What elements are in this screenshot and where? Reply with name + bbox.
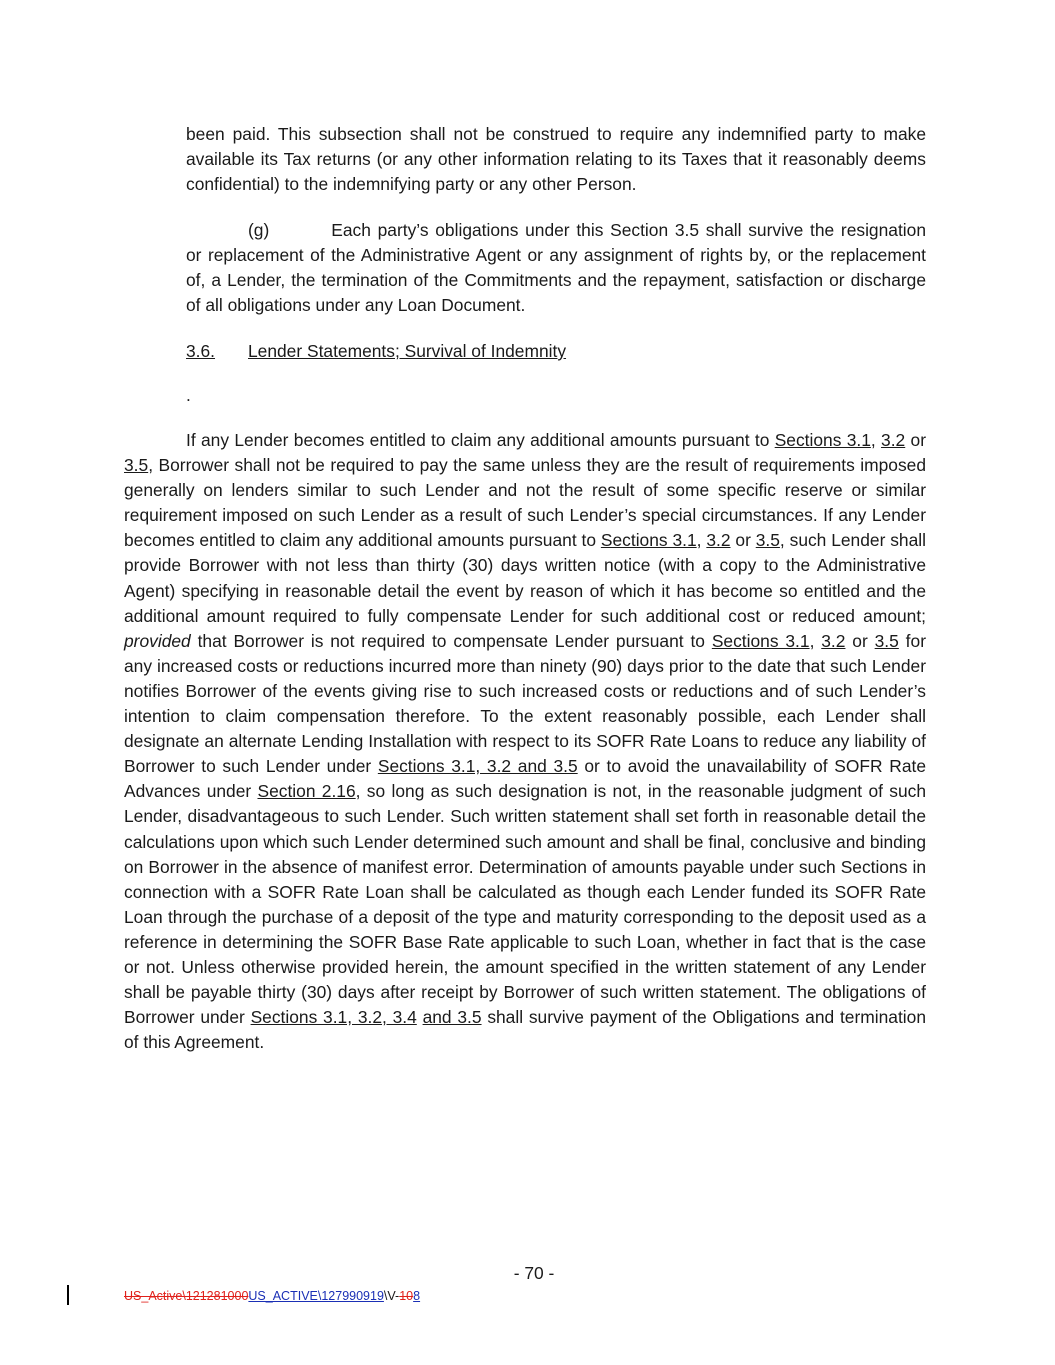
version-prefix: \V- [383, 1289, 400, 1303]
deleted-document-id: US_Active\121281000 [124, 1289, 249, 1303]
section-reference: Sections 3.1 [600, 530, 697, 551]
provided-term: provided [124, 630, 191, 651]
text-run: or to avoid the unavailability of SOFR Rate Advances under [124, 756, 926, 802]
text-run: or [905, 430, 926, 450]
page-number: - 70 - [513, 1263, 555, 1283]
deleted-version: 10 [399, 1289, 414, 1303]
section-reference: Sections 3.1 [711, 630, 810, 651]
text-run: , so long as such designation is not, in the reasonable judgment of such Lender, disadvantageous to such Lender. Such written statement shall set forth in reasonable detail the calculations upon which such Lender determined such amount and shall be final, conclusive and binding on Borrower in the absence of manifest error. Determination of amounts payable under such Sections in connection with a SOFR Rate Loan shall be calculated as though each Lender funded its SOFR Rate Loan through the purchase of a deposit of the type and maturity corresponding to the deposit used as a reference in determining the SOFR Base Rate applicable to such Loan, whether in fact that is the case or not. Unless otherwise provided herein, the amount specified in the written statement of any Lender shall be payable thirty (30) days after receipt by Borrower of such written statement. The obligations of Borrower under [124, 781, 926, 1028]
text-run: , [809, 630, 822, 651]
section-reference: 3.2 [706, 530, 731, 551]
paragraph-continuation: been paid. This subsection shall not be construed to require any indemnified party to make available its Tax returns (or any other information relating to its Taxes that it reasonably deems confidential) to the indemnifying party or any other Person. [186, 124, 926, 195]
text-run: , Borrower shall not be required to pay the same unless they are the result of requirements imposed generally on lenders similar to such Lender and not the result of some specific reserve or similar requirement imposed on such Lender as a result of such Lender’s special circumstances. If any Lender becomes entitled to claim any additional amounts pursuant to [124, 455, 926, 551]
section-reference: 3.5 [874, 630, 899, 651]
text-run: , [870, 430, 882, 450]
text-run: or [730, 530, 756, 551]
text-run: shall survive payment of the Obligations and termination of this Agreement. [124, 1007, 926, 1053]
section-reference: and 3.5 [422, 1007, 482, 1028]
section-reference: 3.5 [755, 530, 780, 551]
section-reference: Sections 3.1 [774, 430, 871, 450]
section-reference: 3.2 [821, 630, 846, 651]
revision-change-bar [67, 1285, 69, 1305]
section-reference: 3.2 [881, 430, 906, 450]
section-title: Lender Statements; Survival of Indemnity [248, 341, 567, 361]
document-id-footer [124, 1288, 420, 1304]
section-reference: Section 2.16 [257, 781, 356, 802]
section-reference: Sections 3.1, 3.2, 3.4 [250, 1007, 417, 1028]
inserted-version: 8 [413, 1289, 421, 1303]
paragraph-lender-statements [124, 428, 926, 1055]
text-run: that Borrower is not required to compensate Lender pursuant to [190, 630, 712, 651]
text-run: for any increased costs or reductions incurred more than ninety (90) days prior to the date that such Lender notifies Borrower of the events giving rise to such increased costs or reductions and of such Lender’s intention to claim compensation therefore. To the extent reasonably possible, each Lender shall designate an alternate Lending Installation with respect to its SOFR Rate Loans to reduce any liability of Borrower to such Lender under [124, 630, 926, 777]
text-run: , such Lender shall provide Borrower with not less than thirty (30) days written notice (with a copy to the Administrative Agent) specifying in reasonable detail the event by reason of which it has become so entitled and the additional amount required to fully compensate Lender for such additional cost or reduced amount; [124, 530, 926, 626]
section-heading [186, 339, 566, 364]
text-run: , [696, 530, 707, 551]
paragraph-g-label: (g) [248, 220, 270, 240]
text-run: or [845, 630, 875, 651]
text-run: If any Lender becomes entitled to claim any additional amounts pursuant to [186, 430, 775, 450]
paragraph-g-text: Each party’s obligations under this Section 3.5 shall survive the resignation or replacement of the Administrative Agent or any assignment of rights by, or the replacement of, a Lender, the termination of the Commitments and the repayment, satisfaction or discharge of all obligations under any Loan Document. [186, 220, 926, 316]
section-reference: Sections 3.1, 3.2 and 3.5 [377, 756, 578, 777]
section-number: 3.6. [186, 341, 216, 361]
stray-period: . [186, 385, 191, 405]
section-reference: 3.5 [124, 455, 149, 476]
inserted-document-id: US_ACTIVE\127990919 [248, 1289, 384, 1303]
paragraph-g [186, 218, 926, 318]
